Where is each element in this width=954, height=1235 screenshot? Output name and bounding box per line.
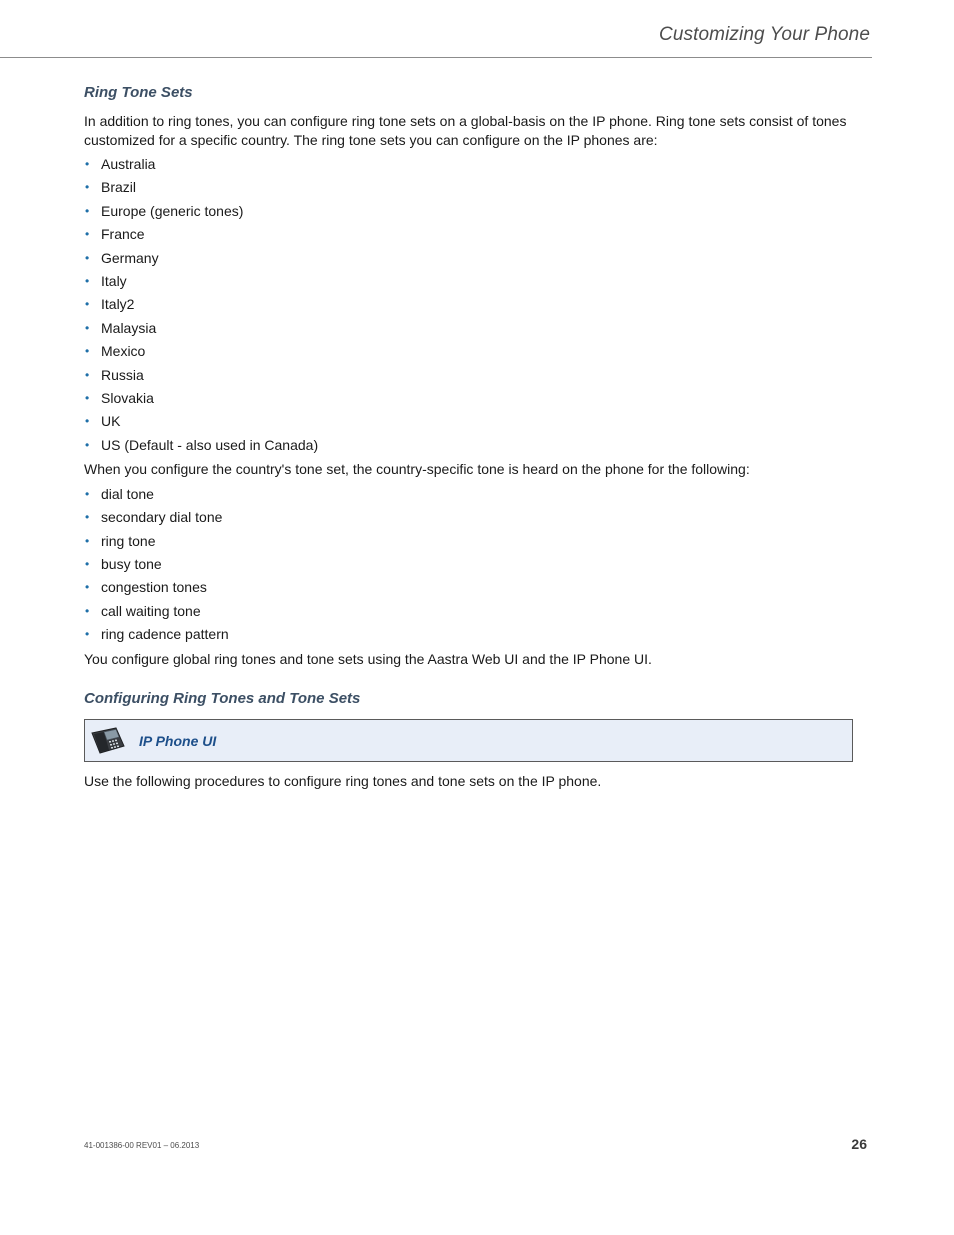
bullet-icon: •	[85, 437, 90, 452]
bullet-icon: •	[85, 250, 90, 265]
list-item: • Russia	[84, 364, 870, 387]
list-item: • ring cadence pattern	[84, 623, 870, 646]
page-content	[84, 82, 870, 795]
list-item: • Germany	[84, 247, 870, 270]
header-divider	[0, 57, 872, 58]
footer-document-id: 41-001386-00 REV01 – 06.2013	[84, 1141, 200, 1150]
bullet-icon: •	[85, 580, 90, 595]
bullet-icon: •	[85, 414, 90, 429]
ip-phone-ui-callout	[84, 719, 853, 762]
section-heading-configuring: Configuring Ring Tones and Tone Sets	[84, 690, 361, 708]
list-item: • Italy2	[84, 293, 870, 316]
list-item: • Slovakia	[84, 387, 870, 410]
bullet-icon: •	[85, 510, 90, 525]
bullet-icon: •	[85, 297, 90, 312]
footer-page-number: 26	[851, 1136, 867, 1152]
ip-phone-ui-label: IP Phone UI	[139, 732, 217, 749]
tone-list	[84, 483, 870, 647]
list-item: • France	[84, 223, 870, 246]
procedures-paragraph: Use the following procedures to configure ring tones and tone sets on the IP phone.	[84, 773, 602, 790]
bullet-icon: •	[85, 203, 90, 218]
bullet-icon: •	[85, 180, 90, 195]
bullet-icon: •	[85, 227, 90, 242]
bullet-icon: •	[85, 274, 90, 289]
desk-phone-icon	[89, 726, 127, 756]
bullet-icon: •	[85, 391, 90, 406]
bullet-icon: •	[85, 603, 90, 618]
bullet-icon: •	[85, 627, 90, 642]
list-item: • Malaysia	[84, 317, 870, 340]
list-item: • dial tone	[84, 483, 870, 506]
bullet-icon: •	[85, 367, 90, 382]
list-item: • Europe (generic tones)	[84, 200, 870, 223]
list-item: • ring tone	[84, 530, 870, 553]
list-item: • UK	[84, 410, 870, 433]
list-item: • Mexico	[84, 340, 870, 363]
section-configuring	[84, 688, 870, 791]
bullet-icon: •	[85, 533, 90, 548]
bullet-icon: •	[85, 557, 90, 571]
outro-paragraph: You configure global ring tones and tone sets using the Aastra Web UI and the IP Phone UI.	[84, 650, 652, 667]
bullet-icon: •	[85, 486, 90, 501]
intro-paragraph: In addition to ring tones, you can configure ring tone sets on a global-basis on the IP phone. Ring tone sets consist of tones customized for a specific country. The ring tone sets you can configure on the IP phones are:	[84, 113, 847, 148]
list-item: • Australia	[84, 153, 870, 176]
section-heading-ring-tone-sets: Ring Tone Sets	[84, 84, 193, 101]
list-item: • call waiting tone	[84, 600, 870, 623]
bullet-icon: •	[85, 320, 90, 335]
tones-intro-paragraph: When you configure the country's tone set, the country-specific tone is heard on the phone for the following:	[84, 461, 750, 478]
bullet-icon: •	[85, 344, 90, 359]
list-item: • Brazil	[84, 176, 870, 199]
list-item: • secondary dial tone	[84, 506, 870, 529]
running-header-title: Customizing Your Phone	[659, 24, 870, 45]
list-item: • congestion tones	[84, 576, 870, 599]
bullet-icon: •	[85, 157, 90, 171]
list-item: • busy tone	[84, 553, 870, 576]
list-item: • Italy	[84, 270, 870, 293]
list-item: • US (Default - also used in Canada)	[84, 434, 870, 457]
country-list	[84, 153, 870, 457]
